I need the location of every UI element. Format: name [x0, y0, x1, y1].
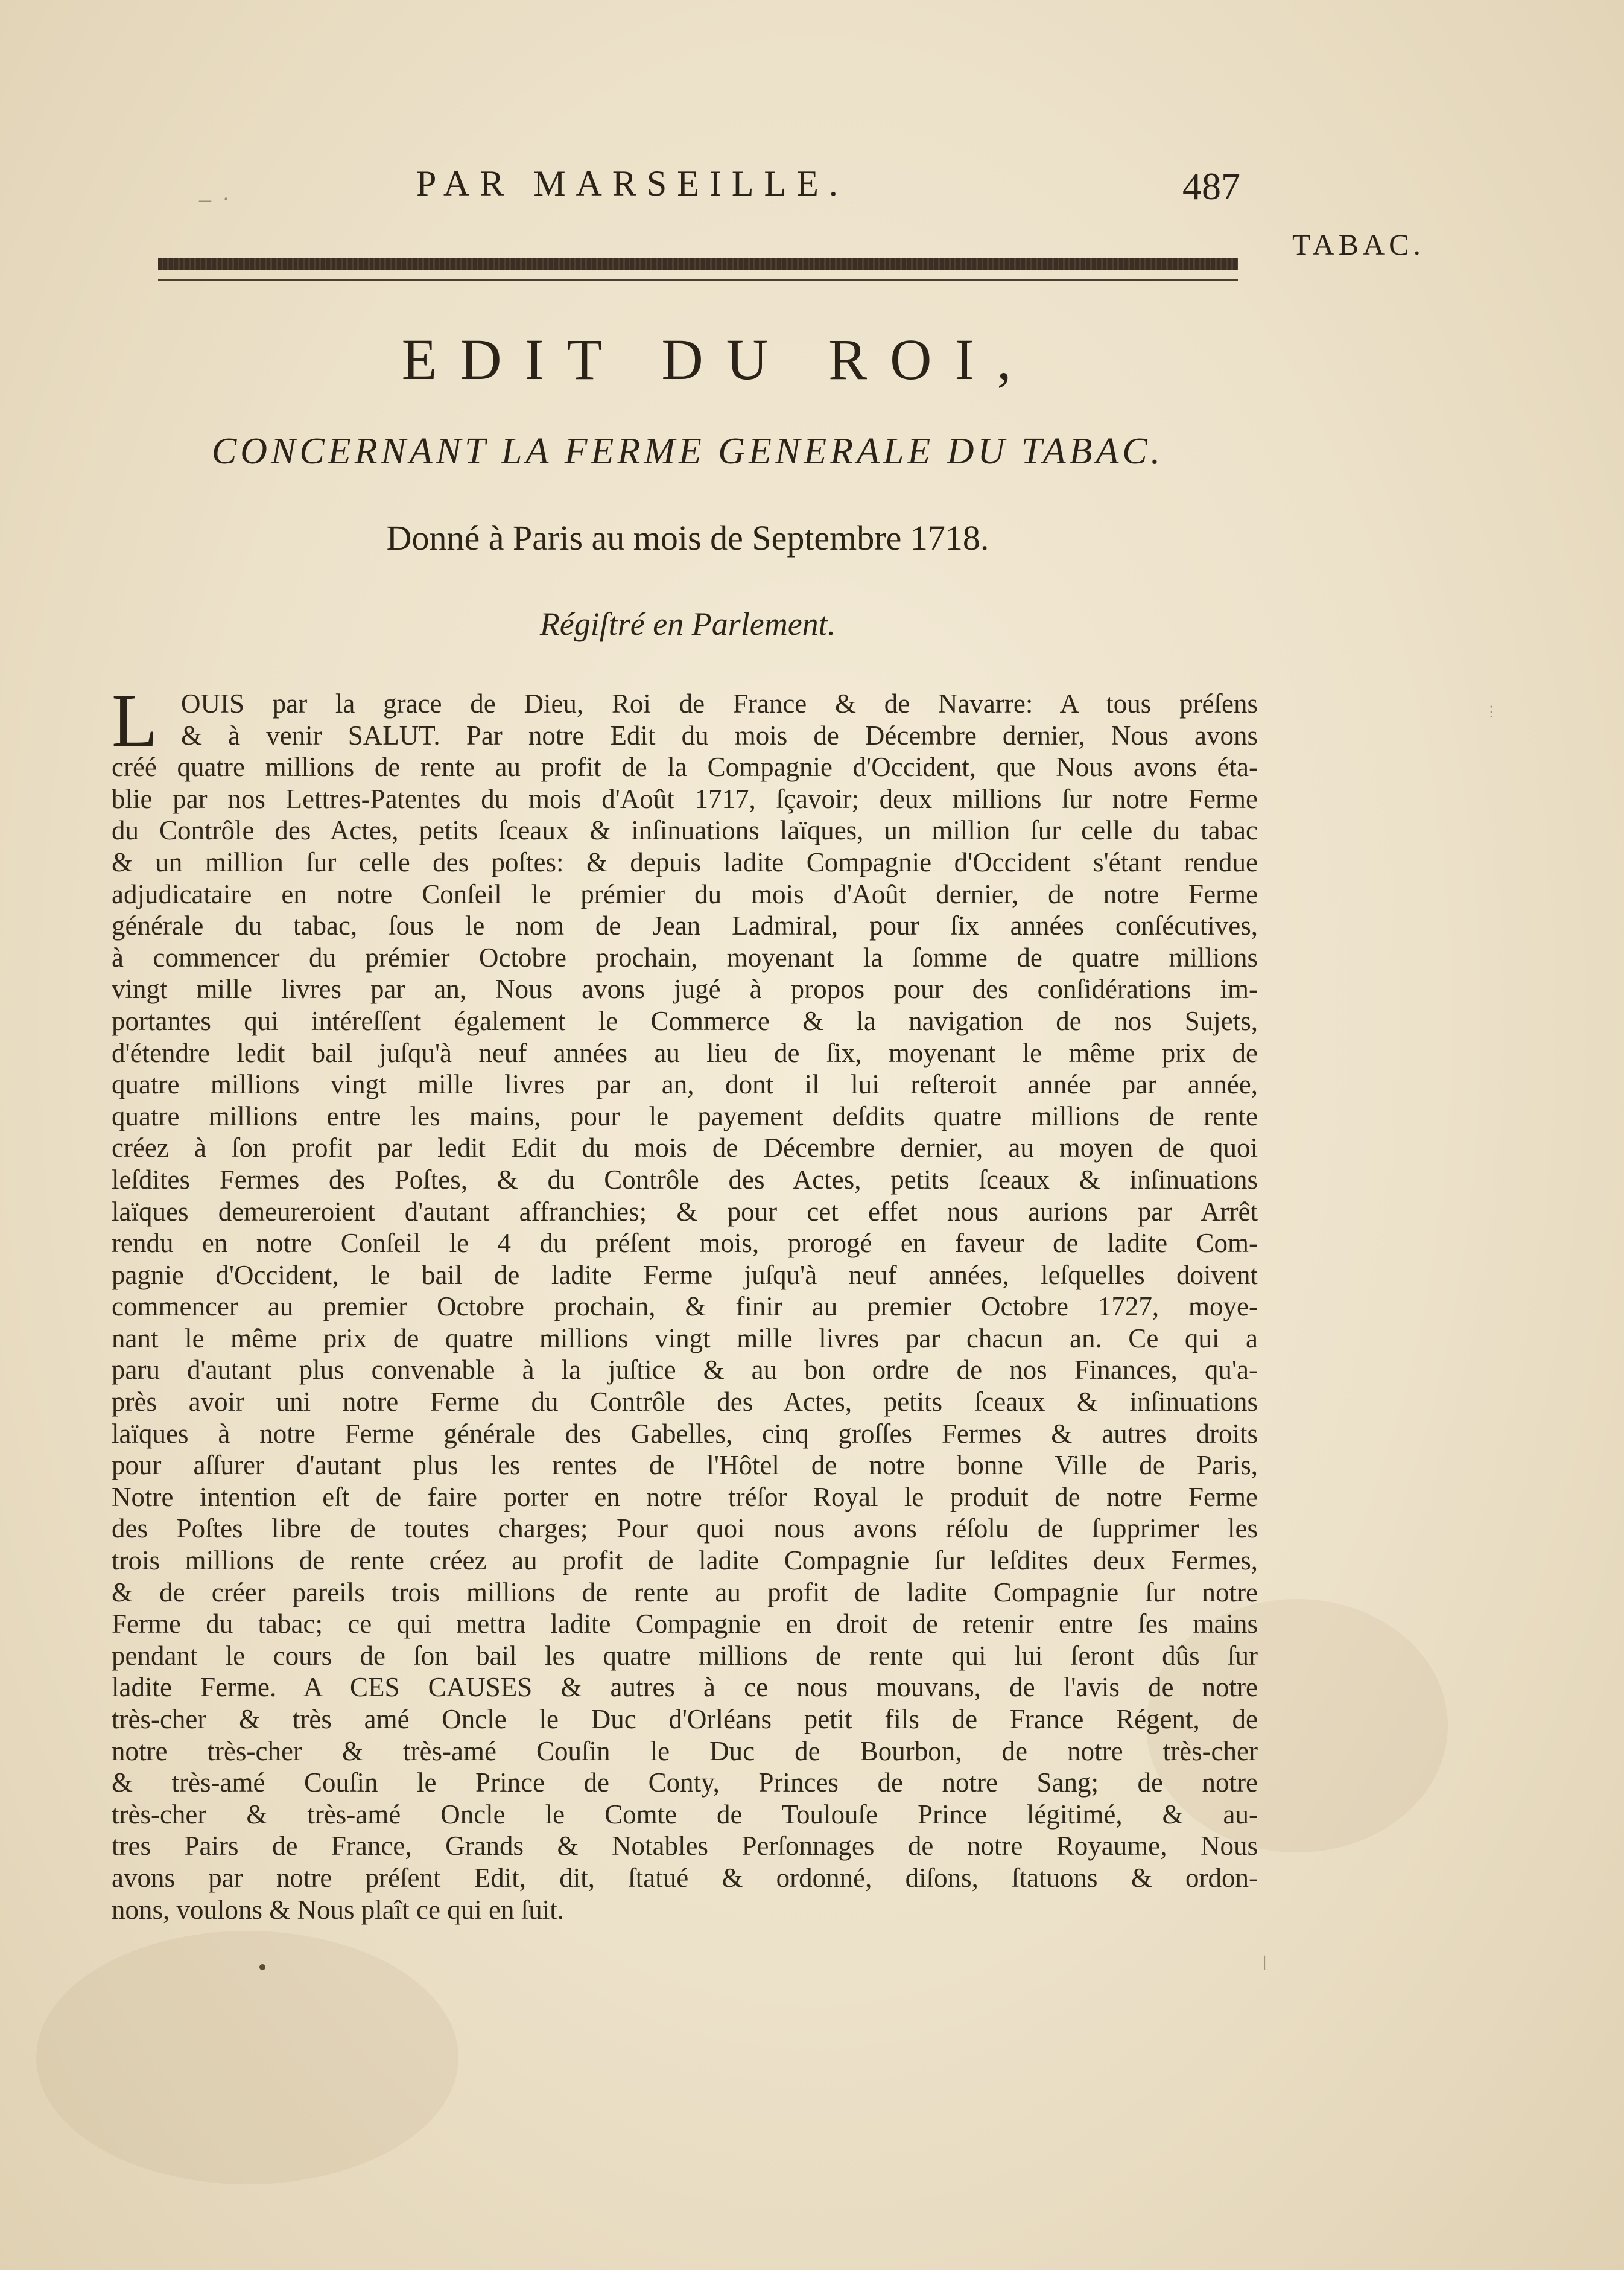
body-line: adjudicataire en notre Conſeil le prémier du mois d'Août dernier, de notre Ferme [112, 879, 1258, 909]
body-line: à commencer du prémier Octobre prochain, moyenant la ſomme de quatre millions [112, 942, 1258, 973]
body-line: générale du tabac, ſous le nom de Jean Ladmiral, pour ſix années conſécutives, [112, 911, 1258, 941]
body-line: pour aſſurer d'autant plus les rentes de l'Hôtel de notre bonne Ville de Paris, [112, 1450, 1258, 1481]
body-line: blie par nos Lettres-Patentes du mois d'Août 1717, ſçavoir; deux millions ſur notre Ferme [112, 783, 1258, 814]
body-line: OUIS par la grace de Dieu, Roi de France & de Navarre: A tous préſens [181, 688, 1258, 719]
body-line: ladite Ferme. A CES CAUSES & autres à ce nous mouvans, de l'avis de notre [112, 1672, 1258, 1703]
body-line: près avoir uni notre Ferme du Contrôle des Actes, petits ſceaux & inſinuations [112, 1387, 1258, 1417]
ink-speck [259, 1964, 265, 1970]
body-line: Notre intention eſt de faire porter en notre tréſor Royal le produit de notre Ferme [112, 1481, 1258, 1512]
running-head-ornament: – · [199, 185, 233, 212]
body-line: très-cher & très-amé Oncle le Comte de Toulouſe Prince légitimé, & au- [112, 1799, 1258, 1830]
body-line: nant le même prix de quatre millions vingt mille livres par chacun an. Ce qui a [112, 1323, 1258, 1353]
body-line: très-cher & très amé Oncle le Duc d'Orléans petit fils de France Régent, de [112, 1704, 1258, 1734]
header-rule-thin [158, 279, 1238, 281]
body-line: paru d'autant plus convenable à la juſtice & au bon ordre de nos Finances, qu'a- [112, 1355, 1258, 1385]
body-line: laïques à notre Ferme générale des Gabelles, cinq groſſes Fermes & autres droits [112, 1418, 1258, 1449]
body-line: laïques demeureroient d'autant affranchies; & pour cet effet nous aurions par Arrêt [112, 1196, 1258, 1227]
body-line: leſdites Fermes des Poſtes, & du Contrôle des Actes, petits ſceaux & inſinuations [112, 1164, 1258, 1195]
body-line: quatre millions entre les mains, pour le payement deſdits quatre millions de rente [112, 1101, 1258, 1131]
body-line: & à venir SALUT. Par notre Edit du mois de Décembre dernier, Nous avons [181, 720, 1258, 751]
margin-note: TABAC. [1292, 227, 1425, 261]
body-line: notre très-cher & très-amé Couſin le Duc de Bourbon, de notre très-cher [112, 1735, 1258, 1766]
paper-stain [36, 1931, 458, 2184]
body-line: vingt mille livres par an, Nous avons jugé à propos pour des conſidérations im- [112, 974, 1258, 1005]
body-line: rendu en notre Conſeil le 4 du préſent mois, prorogé en faveur de ladite Com- [112, 1228, 1258, 1259]
body-line: & de créer pareils trois millions de rente au profit de ladite Compagnie ſur notre [112, 1577, 1258, 1607]
body-line: créez à ſon profit par ledit Edit du mois de Décembre dernier, au moyen de quoi [112, 1133, 1258, 1163]
registration-note: Régiſtré en Parlement. [539, 606, 836, 642]
body-line: commencer au premier Octobre prochain, & finir au premier Octobre 1727, moye- [112, 1291, 1258, 1322]
body-line: des Poſtes libre de toutes charges; Pour quoi nous avons réſolu de ſupprimer les [112, 1513, 1258, 1544]
drop-cap: L [112, 679, 158, 763]
body-line: portantes qui intéreſſent également le Commerce & la navigation de nos Sujets, [112, 1005, 1258, 1036]
page-number: 487 [1182, 165, 1240, 208]
edict-title: EDIT DU ROI, [401, 327, 1035, 392]
body-line: trois millions de rente créez au profit de ladite Compagnie ſur leſdites deux Fermes, [112, 1545, 1258, 1576]
body-line: pagnie d'Occident, le bail de ladite Ferme juſqu'à neuf années, leſquelles doivent [112, 1259, 1258, 1290]
margin-smudge: ⋮ [1484, 704, 1499, 720]
running-head-title: PAR MARSEILLE. [416, 164, 848, 203]
body-line: avons par notre préſent Edit, dit, ſtatué & ordonné, diſons, ſtatuons & ordon- [112, 1862, 1258, 1893]
date-line: Donné à Paris au mois de Septembre 1718. [386, 518, 989, 558]
body-line: tres Pairs de France, Grands & Notables Perſonnages de notre Royaume, Nous [112, 1831, 1258, 1861]
body-line: d'étendre ledit bail juſqu'à neuf années au lieu de ſix, moyenant le même prix de [112, 1037, 1258, 1068]
body-line: créé quatre millions de rente au profit de la Compagnie d'Occident, que Nous avons éta- [112, 752, 1258, 783]
edict-subtitle: CONCERNANT LA FERME GENERALE DU TABAC. [211, 431, 1164, 472]
margin-smudge: ⎸ [1264, 1955, 1278, 1971]
body-line: & très-amé Couſin le Prince de Conty, Princes de notre Sang; de notre [112, 1767, 1258, 1798]
body-line: Ferme du tabac; ce qui mettra ladite Compagnie en droit de retenir entre ſes mains [112, 1609, 1258, 1639]
running-head [115, 163, 1249, 211]
body-line: pendant le cours de ſon bail les quatre millions de rente qui lui ſeront dûs ſur [112, 1640, 1258, 1671]
header-rule-thick [158, 258, 1238, 270]
body-line: & un million ſur celle des poſtes: & depuis ladite Compagnie d'Occident s'étant rendue [112, 847, 1258, 877]
body-line: du Contrôle des Actes, petits ſceaux & inſinuations laïques, un million ſur celle du tabac [112, 815, 1258, 846]
body-text [112, 679, 1258, 1925]
body-line: quatre millions vingt mille livres par an, dont il lui reſteroit année par année, [112, 1069, 1258, 1100]
body-line: nons, voulons & Nous plaît ce qui en ſuit. [112, 1894, 564, 1925]
